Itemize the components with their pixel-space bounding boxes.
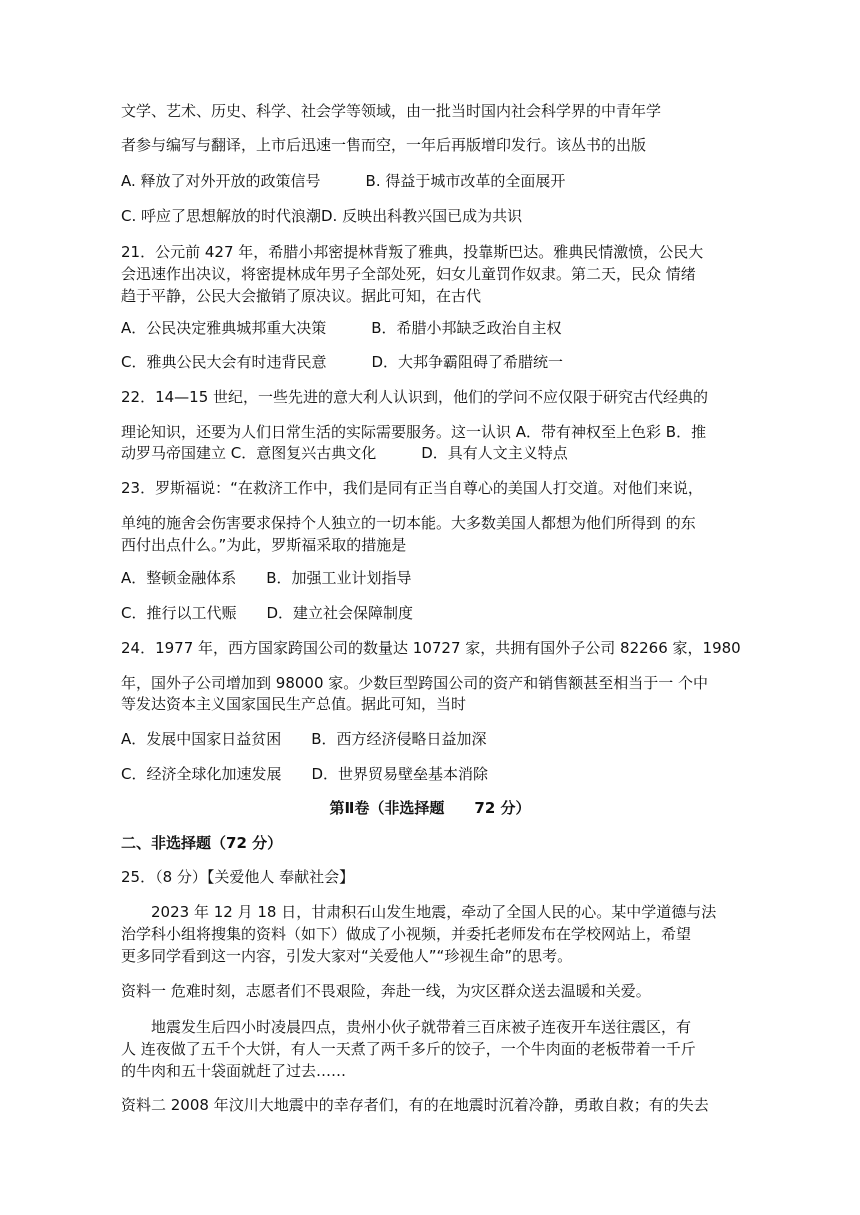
option-line: A．发展中国家日益贫困 B．西方经济侵略日益加深 (121, 730, 487, 748)
text-line: 理论知识，还要为人们日常生活的实际需要服务。这一认识 A．带有神权至上色彩 B．推 (121, 423, 707, 441)
part-heading: 二、非选择题（72 分） (121, 834, 283, 852)
text-line: 年，国外子公司增加到 98000 家。少数巨型跨国公司的资产和销售额甚至相当于一 个中 (121, 674, 709, 692)
paragraph-line: 更多同学看到这一内容，引发大家对“关爱他人”“珍视生命”的思考。 (121, 947, 573, 965)
question-22: 22．14—15 世纪，一些先进的意大利人认识到，他们的学问不应仅限于研究古代经典的 (121, 388, 709, 406)
text-line: 会迅速作出决议，将密提林成年男子全部处死，妇女儿童罚作奴隶。第二天，民众 情绪 (121, 265, 696, 283)
paragraph-line: 地震发生后四小时凌晨四点，贵州小伙子就带着三百床被子连夜开车送往震区，有 (151, 1018, 692, 1036)
option-line: A．整顿金融体系 B．加强工业计划指导 (121, 569, 412, 587)
option-line: A．公民决定雅典城邦重大决策 B．希腊小邦缺乏政治自主权 (121, 319, 562, 337)
question-25: 25．（8 分）【关爱他人 奉献社会】 (121, 868, 355, 886)
question-23: 23．罗斯福说：“在救济工作中，我们是同有正当自尊心的美国人打交道。对他们来说， (121, 479, 703, 497)
option-line: C．雅典公民大会有时违背民意 D．大邦争霸阻碍了希腊统一 (121, 353, 564, 371)
text-line: 趋于平静，公民大会撤销了原决议。据此可知，在古代 (121, 287, 482, 305)
option-line: C. 呼应了思想解放的时代浪潮D. 反映出科教兴国已成为共识 (121, 207, 523, 225)
text-line: 等发达资本主义国家国民生产总值。据此可知，当时 (121, 695, 467, 713)
text-line: 单纯的施舍会伤害要求保持个人独立的一切本能。大多数美国人都想为他们所得到 的东 (121, 514, 696, 532)
text-line: 文学、艺术、历史、科学、社会学等领域，由一批当时国内社会科学界的中青年学 (121, 102, 662, 120)
option-line: A. 释放了对外开放的政策信号 B. 得益于城市改革的全面展开 (121, 172, 566, 190)
option-line: C．经济全球化加速发展 D．世界贸易壁垒基本消除 (121, 765, 489, 783)
text-line: 西付出点什么。”为此，罗斯福采取的措施是 (121, 536, 407, 554)
paragraph-line: 人 连夜做了五千个大饼，有人一天煮了两千多斤的饺子，一个牛肉面的老板带着一千斤 (121, 1040, 696, 1058)
question-21: 21．公元前 427 年，希腊小邦密提林背叛了雅典，投靠斯巴达。雅典民情激愤，公民大 (121, 243, 704, 261)
option-line: C．推行以工代赈 D．建立社会保障制度 (121, 604, 414, 622)
text-line: 动罗马帝国建立 C．意图复兴古典文化 D．具有人文主义特点 (121, 444, 568, 462)
paragraph-line: 治学科小组将搜集的资料（如下）做成了小视频，并委托老师发布在学校网站上，希望 (121, 925, 692, 943)
section-title: 第Ⅱ卷（非选择题 72 分） (329, 799, 531, 817)
material-two: 资料二 2008 年汶川大地震中的幸存者们，有的在地震时沉着冷静，勇敢自救；有的失去 (121, 1096, 709, 1114)
question-24: 24．1977 年，西方国家跨国公司的数量达 10727 家，共拥有国外子公司 82266 家，1980 (121, 639, 741, 657)
text-line: 者参与编写与翻译，上市后迅速一售而空，一年后再版增印发行。该丛书的出版 (121, 136, 647, 154)
material-one: 资料一 危难时刻，志愿者们不畏艰险，奔赴一线，为灾区群众送去温暖和关爱。 (121, 982, 651, 1000)
paragraph-line: 的牛肉和五十袋面就赶了过去…… (121, 1062, 347, 1080)
paragraph-line: 2023 年 12 月 18 日，甘肃积石山发生地震，牵动了全国人民的心。某中学道德与法 (151, 903, 717, 921)
